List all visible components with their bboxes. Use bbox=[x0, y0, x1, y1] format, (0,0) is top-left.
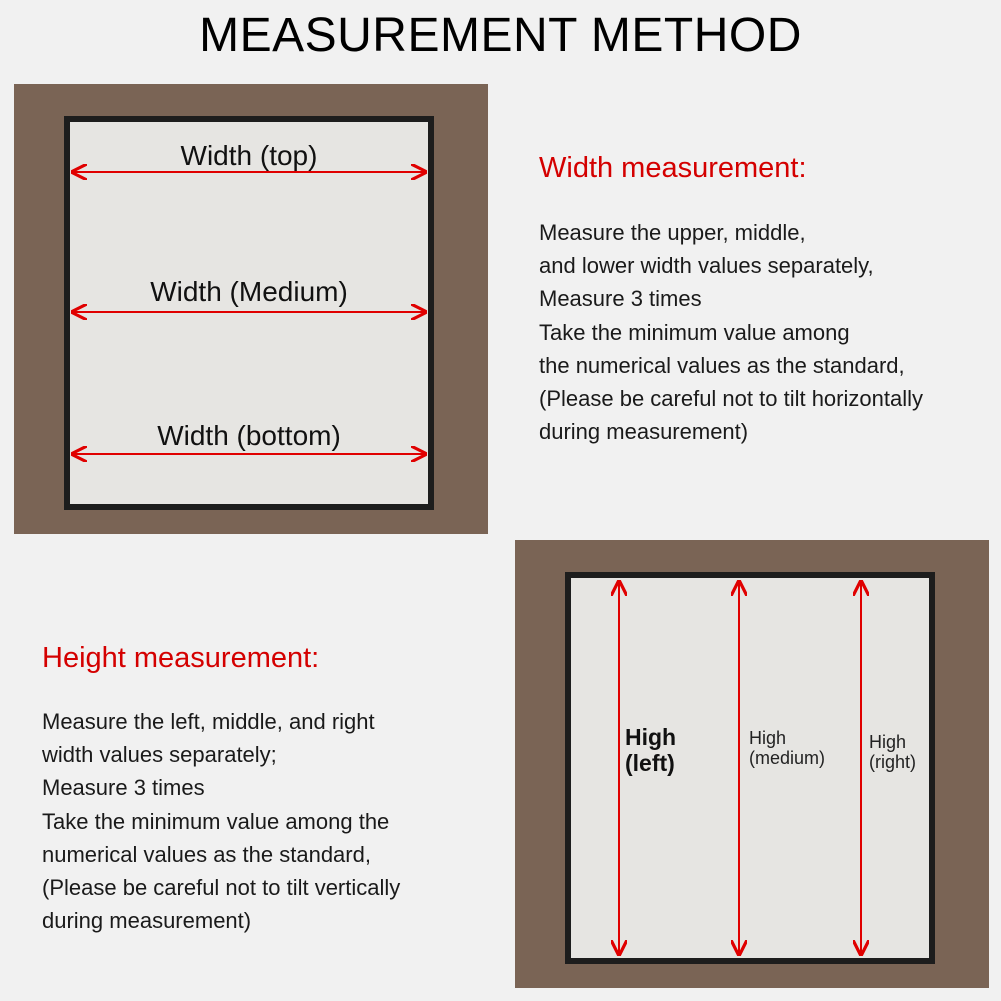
height-line: Measure the left, middle, and right bbox=[42, 709, 375, 734]
height-line: Take the minimum value among the bbox=[42, 808, 390, 834]
high-right-label bbox=[869, 732, 916, 772]
width-bottom-label: Width (bottom) bbox=[157, 420, 341, 451]
width-line: and lower width values separately, bbox=[539, 253, 874, 279]
width-line: Measure 3 times bbox=[539, 286, 702, 312]
high-left-line2: (left) bbox=[625, 750, 675, 776]
height-line: width values separately; bbox=[42, 742, 277, 768]
high-right-line2: (right) bbox=[869, 752, 917, 772]
high-right-line1: High bbox=[869, 732, 907, 752]
height-line: (Please be careful not to tilt vertically bbox=[42, 875, 401, 901]
width-top-label: Width (top) bbox=[180, 140, 318, 171]
window-frame-height bbox=[565, 572, 935, 964]
high-medium-label bbox=[749, 728, 825, 768]
height-line: Measure 3 times bbox=[42, 775, 205, 801]
height-line: numerical values as the standard, bbox=[42, 841, 371, 867]
width-line: Measure the upper, middle, bbox=[539, 220, 806, 245]
width-line: (Please be careful not to tilt horizontally bbox=[539, 386, 923, 412]
high-medium-line2: (medium) bbox=[749, 748, 826, 768]
width-line: Take the minimum value among bbox=[539, 319, 850, 345]
high-medium-line1: High bbox=[749, 728, 787, 748]
height-heading: Height measurement: bbox=[42, 642, 320, 674]
width-illustration bbox=[14, 84, 488, 534]
width-line: during measurement) bbox=[539, 419, 749, 445]
width-line: the numerical values as the standard, bbox=[539, 352, 905, 378]
high-left-line1: High bbox=[625, 724, 677, 750]
height-instructions bbox=[42, 705, 400, 937]
height-illustration bbox=[515, 540, 989, 988]
width-medium-label: Width (Medium) bbox=[150, 276, 348, 307]
window-frame-width bbox=[64, 116, 434, 510]
height-line: during measurement) bbox=[42, 908, 252, 934]
page-title: MEASUREMENT METHOD bbox=[199, 9, 802, 62]
width-heading: Width measurement: bbox=[539, 152, 807, 184]
width-instructions bbox=[539, 216, 923, 448]
width-arrows bbox=[70, 122, 428, 504]
high-left-label bbox=[625, 724, 676, 776]
